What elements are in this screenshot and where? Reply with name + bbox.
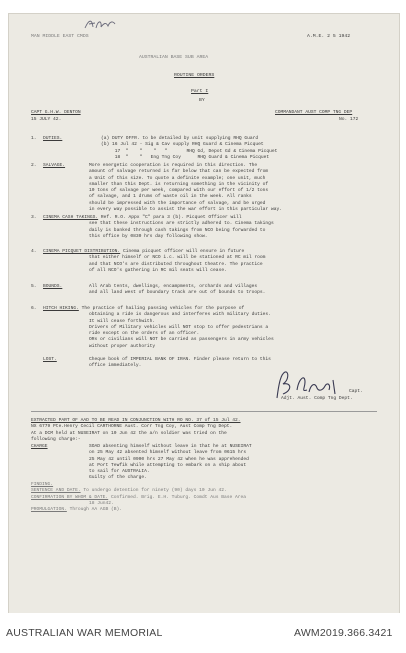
outcome-rows [31,482,246,513]
item-line: ride except on the orders of an officer. [89,331,200,337]
item-line: (b) 16 Jul 42 - Sig & Cav supply RHQ Guard & Cinema Picquet [101,142,264,148]
item-number: 1. [31,136,37,141]
divider [31,411,377,412]
item-line: and all land west of boundary track are out of bounds to troops. [89,290,266,296]
item-line: of all NCO's gathering in RC mil seats will cease. [89,267,227,273]
item-number: 2. [31,163,37,168]
row-label: PROMULGATION. [31,507,67,513]
row-label: CONFIRMATION BY WHOM & DATE. [31,494,109,500]
item-title: HITCH HIKING. [43,306,79,311]
footer-accession-number: AWM2019.366.3421 [294,627,393,639]
signature-rank: Capt. [349,389,363,394]
item-line: Cinema picquet officer will ensure in future [122,249,245,254]
item-number: 6. [31,306,37,311]
item-body [101,136,277,161]
charge-label: CHARGE [31,444,48,449]
item-number: 3. [31,215,37,220]
extract-line: At a DCM held at NUSEIRAT on 10 Jun 42 the a/n soldier was tried on the [31,430,227,436]
part-label: Part I [191,89,209,94]
signature-role: Adjt. Aust. Comp Tng Dept. [281,396,353,401]
row-label: SENTENCE AND DATE. [31,488,81,494]
item-line: 18 " " Eng Tng Coy RHQ Guard & Cinema Picquet [101,154,270,160]
row-text: Through AA AGB (B). [69,507,122,513]
item-line: obtaining a ride is dangerous and interferes with military duties. [89,312,271,318]
item-line: daily is banked through cash takings from NCO being forwarded to [89,227,266,233]
extract-heading: EXTRACTED PART OF AAD TO BE READ IN CONJUNCTION WITH RO NO. 37 of 15 Jul 42. [31,418,241,423]
item-line: More energetic cooperation is required in this direction. The [89,163,258,168]
extract-body [31,418,241,443]
row-text: Confirmed. Brig. E.H. Tuburg. Comdt Aus Base Area [110,494,247,500]
item-title: SALVAGE. [43,163,66,168]
charge-line: 25 May 42 until 0900 hrs 27 May 42 when he was apprehended [89,456,249,462]
item-line: 17 " " " " RHQ Gd, Depot Gd & Cinema Picquet [101,148,278,154]
item-body [43,306,274,350]
item-line: see that these instructions are strictly adhered to. Cinema takings [89,221,274,227]
top-right-stamp: A.M.E. 2 5 1942 [307,34,351,39]
order-number: No. 172 [339,117,359,122]
item-number: 5. [31,284,37,289]
charge-line: on 25 May 42 absented himself without leave from 0615 hrs [89,450,247,456]
footer-institution: AUSTRALIAN WAR MEMORIAL [6,627,163,639]
finding-line: Guilty of the charge. [89,475,147,481]
item-line: All Arab tents, dwellings, encampments, orchards and villages [89,284,258,289]
item-line: Cheque book of IMPERIAL BANK OF IRAN. Finder please return to this [89,357,271,362]
item-number: 4. [31,249,37,254]
item-line: in every way possible to assist the war effort in this particular way. [89,207,282,213]
unit-heading: AUSTRALIAN BASE SUB AREA [139,55,209,60]
archive-footer [0,613,406,653]
item-body [43,215,274,240]
item-line: It will cease forthwith. [89,318,156,324]
charge-line: to sail for AUSTRALIA. [89,469,150,475]
row-text: 18 Jun42. [89,500,114,506]
item-body [89,163,282,213]
item-line: without proper authority [89,343,156,349]
charge-line: at Port Tewfik while attempting to embark on a ship about [89,462,247,468]
item-line: of salvage, and 1 drums of waste oil in the week. All ranks [89,194,252,200]
item-line: should be impressed with the importance of salvage, and be urged [89,200,266,206]
by-label: BY [199,98,205,103]
extract-line: NX 6779 Pte.Henry Cecil CARTHORNE Aust. Corr Tng Coy, Aust Comp Tng Dept. [31,424,233,430]
top-left-stamp: MAN MIDDLE EAST CMDS [31,34,89,39]
item-line: office immediately. [89,363,142,369]
item-line: and that NCO's are distributed throughout theatre. The practice [89,261,263,267]
row-text: To undergo detention for ninety (90) days 10 Jun 42. [83,488,227,494]
extract-line: following charge:- [31,436,81,442]
item-line: this office by 0830 hrs day following show. [89,233,208,239]
issuer-name: CAPT G.H.W. DENTON [31,110,81,115]
item-title: CINEMA CASH TAKINGS. [43,215,99,220]
item-line: smaller than this Dept. is returning something in the vicinity of [89,181,269,187]
item-line: Ref. R.O. Appx "C" para 3 (b). Picquet Officer will [100,215,242,220]
item-line: a Unit of this size. To quote a definite example; one unit, much [89,175,266,181]
document-page [8,13,400,615]
row-label: FINDING. [31,482,54,487]
charge-body [89,444,252,482]
issuer-role: COMMANDANT AUST COMP TNG DEP [275,110,353,115]
item-line: The practice of hailing passing vehicles for the purpose of [81,306,245,311]
item-line: ORs or civilians will NOT be carried as passengers in army vehicles [89,337,274,343]
item-line: Drivers of Military vehicles will NOT stop to offer pedestrians a [89,324,269,330]
charge-line: SOAD absenting himself without leave in that he at NUSEIRAT [89,444,252,449]
item-title: LOST. [43,357,57,362]
item-line: amount of salvage returned is far below that can be expected from [89,169,269,175]
item-line: (a) DUTY OFFR. to be detailed by unit supplying RHQ Guard [101,136,259,141]
item-line: that either himself or NCO i.c. will be stationed at RC mil room [89,255,266,261]
item-line: 10 tons of salvage per week, compared with our effort of 1/2 tons [89,188,269,194]
item-title: DUTIES. [43,136,63,141]
item-title: BOUNDS. [43,284,63,289]
item-title: CINEMA PICQUET DISTRIBUTION. [43,249,121,254]
item-body [89,284,265,297]
item-body [89,357,271,370]
orders-title: ROUTINE ORDERS [174,73,215,78]
issuer-date: 15 JULY 42. [31,117,62,122]
item-body [43,249,265,274]
